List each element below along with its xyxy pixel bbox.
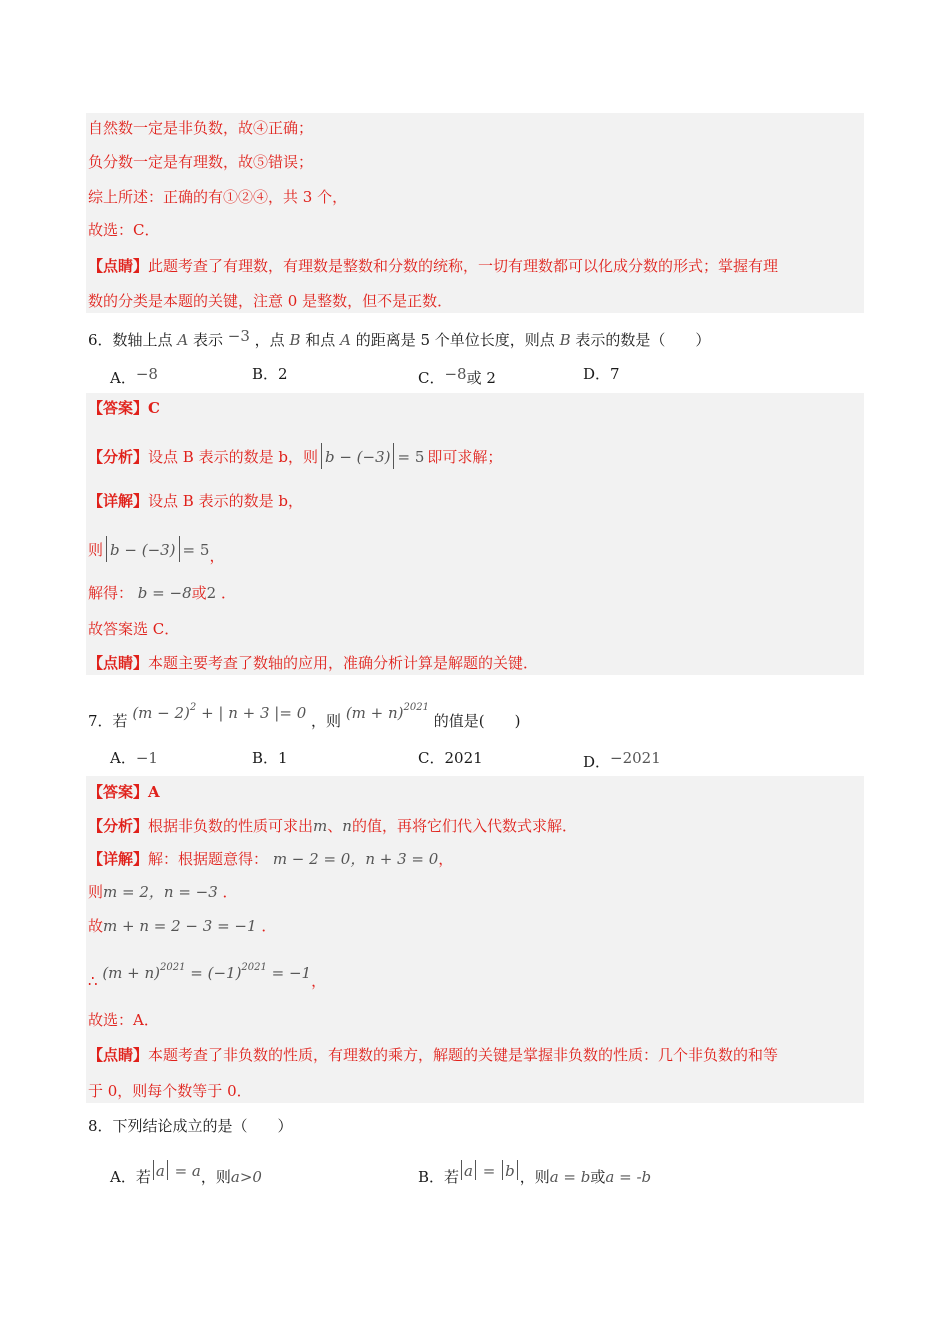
option-label: B． [252, 749, 279, 767]
comment-text: 此题考查了有理数，有理数是整数和分数的统称，一切有理数都可以化成分数的形式；掌握有理 [148, 257, 779, 275]
detail-text: ． [220, 584, 236, 602]
math-expr: $(m - 2)^2$ + | n + 3 |= 0 [132, 702, 307, 722]
math-expr: m + n = 2 − 3 = −1 [103, 917, 257, 935]
point-label: A [340, 331, 351, 349]
option-label: A．若 [110, 1168, 151, 1186]
point-label: B [289, 331, 301, 349]
analysis-text: 的值，再将它们代入代数式求解． [351, 817, 577, 835]
detail-line: 故答案选 C． [88, 620, 180, 638]
stem-text: 和点 [305, 331, 336, 349]
math-expr: $(m + n)^{2021} = (-1)^{2021} = -1$ [102, 962, 312, 982]
option-a[interactable] [110, 364, 158, 388]
detail-text: ， [209, 547, 225, 565]
comment-line [88, 653, 538, 673]
stem-text: 的值是( ) [433, 712, 521, 730]
detail-text: 故 [88, 917, 104, 935]
math-expr: = 5 [182, 541, 210, 559]
stem-text: 6．数轴上点 [88, 331, 173, 349]
option-text: ，则 [519, 1168, 550, 1186]
comment-text: 本题主要考查了数轴的应用，准确分析计算是解题的关键． [148, 654, 539, 672]
detail-text: 或 [191, 584, 207, 602]
option-b[interactable] [252, 748, 288, 768]
analysis-tag: 【分析】 [88, 817, 149, 835]
comment-tag: 【点睛】 [88, 654, 149, 672]
abs-bar [106, 536, 107, 562]
answer-tag: 【答案】 [88, 783, 149, 801]
option-value: 或 2 [466, 369, 496, 387]
option-d[interactable] [583, 748, 661, 772]
detail-line [88, 958, 326, 991]
stem-text: 的距离是 5 个单位长度，则点 [355, 331, 555, 349]
question-8-stem: 8．下列结论成立的是（ ） [88, 1117, 293, 1135]
math-expr: = 5 [397, 448, 425, 466]
math-var: m [313, 817, 328, 835]
detail-line [88, 583, 236, 603]
option-label: C． [418, 749, 445, 767]
option-c[interactable] [418, 364, 496, 388]
abs-bar [502, 1160, 503, 1180]
answer-block-6 [86, 393, 864, 675]
option-text: 或 [590, 1168, 606, 1186]
stem-text: ，则 [311, 712, 342, 730]
detail-line [88, 916, 276, 936]
detail-text: 解：根据题意得： [148, 850, 269, 868]
math-expr: b − (−3) [110, 541, 176, 559]
option-label: A． [110, 749, 136, 767]
answer-tag: 【答案】 [88, 399, 149, 417]
therefore-symbol: ∴ [88, 972, 98, 990]
option-c[interactable] [418, 748, 483, 768]
answer-value: C [148, 399, 160, 417]
option-label: B．若 [418, 1168, 460, 1186]
analysis-line [88, 443, 502, 469]
abs-bar [393, 443, 394, 469]
option-value: 2 [278, 365, 288, 383]
abs-bar [517, 1160, 518, 1180]
detail-tag: 【详解】 [88, 850, 149, 868]
detail-text: 解得： [88, 584, 134, 602]
abs-bar [475, 1160, 476, 1180]
option-value: −8 [444, 365, 467, 383]
math-expr: $(m + n)^{2021}$ [345, 702, 429, 722]
detail-line [88, 536, 224, 566]
option-value: −2021 [610, 749, 661, 767]
detail-text: ． [222, 883, 238, 901]
detail-line [88, 491, 303, 511]
math-expr: b − (−3) [324, 448, 391, 466]
analysis-text: 根据非负数的性质可求出 [148, 817, 314, 835]
option-label: D． [583, 365, 611, 383]
analysis-tag: 【分析】 [88, 448, 149, 466]
detail-text: 设点 B 表示的数是 b， [148, 492, 303, 510]
math-expr: a = -b [605, 1168, 652, 1186]
math-expr: a = b [459, 1162, 520, 1180]
option-text: ，则 [200, 1168, 231, 1186]
detail-line: 故选：A． [88, 1011, 159, 1029]
detail-text: ． [261, 917, 277, 935]
stem-text: 表示的数是（ ） [575, 331, 711, 349]
abs-bar [179, 536, 180, 562]
answer-value: A [148, 783, 160, 801]
math-value: −3 [227, 327, 250, 345]
stem-text: 7．若 [88, 712, 128, 730]
option-value: 2021 [444, 749, 483, 767]
math-expr: a = a [151, 1162, 201, 1180]
math-expr: m − 2 = 0，n + 3 = 0 [272, 850, 439, 868]
answer-line [88, 398, 160, 418]
math-var: n [342, 817, 352, 835]
answer-line [88, 782, 160, 802]
abs-bar [153, 1160, 154, 1180]
stem-text: 表示 [192, 331, 223, 349]
text-line: 负分数一定是有理数，故⑤错误； [88, 153, 314, 171]
math-expr: m = 2，n = −3 [103, 883, 218, 901]
option-d[interactable] [583, 364, 620, 384]
option-label: B． [252, 365, 279, 383]
math-expr: a>0 [230, 1168, 262, 1186]
math-expr: 2 [206, 584, 217, 602]
option-b[interactable] [252, 364, 288, 384]
stem-text: ，点 [254, 331, 285, 349]
comment-tag: 【点睛】 [88, 257, 149, 275]
math-expr: a = b [549, 1168, 591, 1186]
comment-tag: 【点睛】 [88, 1046, 149, 1064]
question-6-stem [88, 326, 710, 350]
question-7-stem [88, 698, 520, 731]
analysis-text: 设点 B 表示的数是 b，则 [148, 448, 318, 466]
comment-line [88, 1045, 778, 1065]
detail-line [88, 849, 453, 869]
math-expr: b = −8 [137, 584, 192, 602]
abs-bar [321, 443, 322, 469]
answer-block-5 [86, 113, 864, 313]
option-a[interactable] [110, 748, 158, 768]
point-label: B [559, 331, 571, 349]
text-line: 综上所述：正确的有①②④，共 3 个， [88, 188, 348, 206]
analysis-line [88, 816, 577, 836]
comment-text: 本题考查了非负数的性质，有理数的乘方，解题的关键是掌握非负数的性质：几个非负数的和等 [148, 1046, 779, 1064]
point-label: A [177, 331, 189, 349]
option-value: −1 [135, 749, 158, 767]
option-label: A． [110, 369, 136, 387]
option-label: D． [583, 753, 611, 771]
option-value: 7 [610, 365, 620, 383]
detail-text: 则 [88, 541, 104, 559]
detail-text: 则 [88, 883, 104, 901]
comment-line: 于 0，则每个数等于 0． [88, 1082, 252, 1100]
option-value: −8 [135, 365, 158, 383]
abs-bar [167, 1160, 168, 1180]
detail-text: ， [311, 972, 327, 990]
option-label: C． [418, 369, 445, 387]
analysis-text: 即可求解； [427, 448, 503, 466]
comment-line [88, 256, 778, 276]
option-a[interactable] [110, 1160, 262, 1187]
detail-line [88, 882, 238, 902]
detail-tag: 【详解】 [88, 492, 149, 510]
option-b[interactable] [418, 1160, 651, 1187]
text-line: 自然数一定是非负数，故④正确； [88, 119, 314, 137]
abs-bar [461, 1160, 462, 1180]
text-line: 数的分类是本题的关键，注意 0 是整数，但不是正数． [88, 292, 453, 310]
detail-text: ， [438, 850, 454, 868]
option-value: 1 [278, 749, 288, 767]
text-line: 故选：C． [88, 221, 160, 239]
analysis-text: 、 [327, 817, 343, 835]
